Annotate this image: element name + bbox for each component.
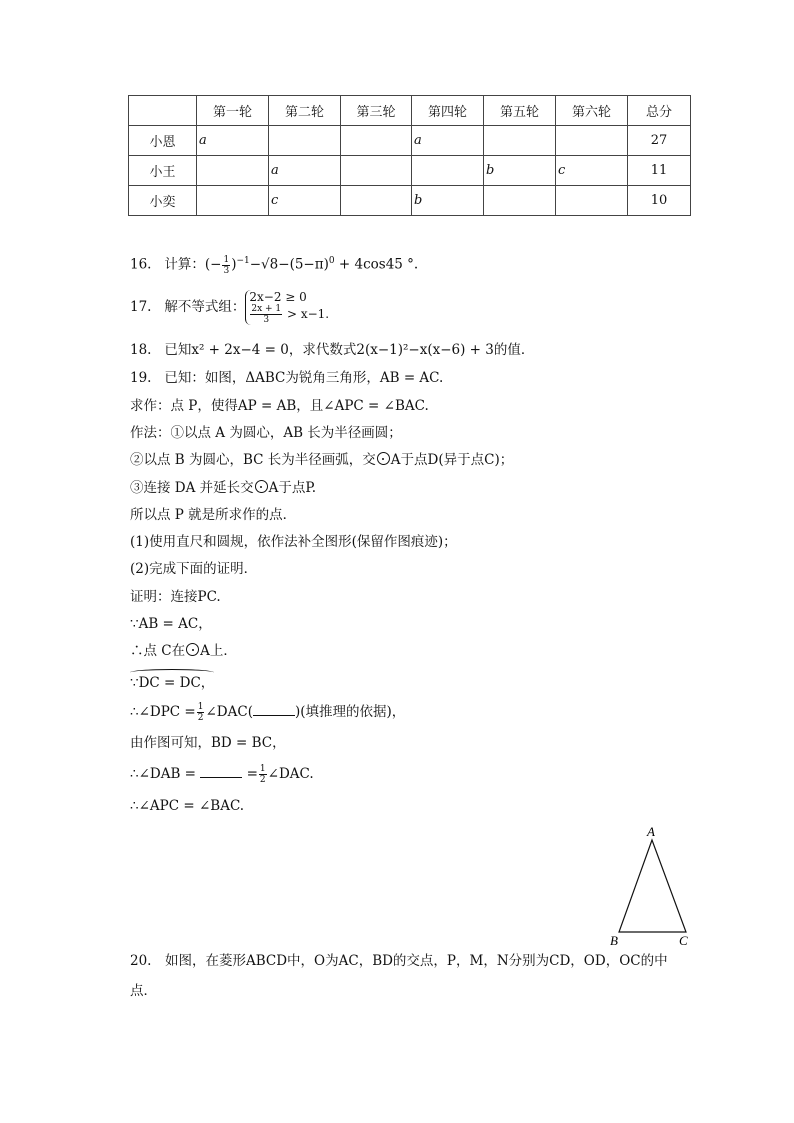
question-20-line-2: 点．: [130, 983, 157, 999]
table-header-cell: 总分: [628, 96, 691, 126]
table-header-row: [129, 96, 691, 126]
step-2-text: ②以点 B 为圆心，BC 长为半径画弧，交: [130, 452, 376, 468]
table-cell: b: [412, 186, 484, 216]
fraction: [222, 255, 230, 276]
inequality-2: > x−1.: [286, 307, 330, 321]
question-17: [130, 290, 329, 325]
step-2-tail: A于点D(异于点C)；: [390, 452, 514, 468]
table-cell: [341, 126, 412, 156]
table-cell: [556, 186, 628, 216]
table-row: [129, 186, 691, 216]
question-16: 16. 计算：(− $\frac{1}{3}$ )$^{-1}-√8-(5-\pi)^0 + 4\cos 45$ °.: [130, 254, 419, 276]
proof-4-mid: ∠DAC(: [205, 704, 253, 720]
table-header-cell: 第五轮: [484, 96, 556, 126]
table-cell: [412, 156, 484, 186]
step-3-tail: A于点P.: [268, 480, 317, 496]
question-number: 18.: [130, 342, 152, 358]
table-header-cell: 第二轮: [269, 96, 341, 126]
question-19-given: [130, 369, 443, 387]
answer-blank[interactable]: [253, 703, 295, 716]
table-cell: a: [197, 126, 269, 156]
proof-line-4: [130, 700, 405, 724]
table-cell: [341, 186, 412, 216]
question-label: 解不等式组：: [164, 299, 246, 315]
equals-sign: =: [246, 766, 258, 782]
table-cell: [197, 156, 269, 186]
table-cell: 小恩: [129, 126, 197, 156]
proof-2-tail: A上．: [200, 643, 237, 659]
table-cell: c: [269, 186, 341, 216]
proof-line-7: ∴∠APC = ∠BAC.: [130, 798, 245, 814]
given-text: 已知：如图，ΔABC为锐角三角形，AB = AC.: [164, 370, 444, 386]
question-number: 16.: [130, 256, 152, 273]
table-header-cell: 第一轮: [197, 96, 269, 126]
vertex-label-a: A: [647, 825, 655, 839]
proof-line-1: ∵AB = AC，: [130, 616, 212, 632]
score-table: [128, 95, 691, 216]
step-3-text: ③连接 DA 并延长交: [130, 480, 254, 496]
method-step-2: [130, 451, 513, 469]
table-cell: 11: [628, 156, 691, 186]
fraction-numerator: 1: [197, 702, 204, 712]
proof-line-0: 证明：连接PC.: [130, 589, 221, 605]
table-cell: 小奕: [129, 186, 197, 216]
fraction-numerator: 1: [223, 254, 230, 265]
fraction-numerator: 1: [259, 764, 266, 774]
fraction: [197, 702, 205, 723]
proof-6-text: ∴∠DAB =: [130, 766, 196, 782]
triangle-abc: [619, 840, 686, 932]
question-18: [130, 341, 534, 359]
fraction: [259, 764, 267, 785]
question-text: 已知x² + 2x−4 = 0，求代数式2(x−1)²−x(x−6) + 3的值．: [164, 342, 535, 358]
proof-2-text: ∴点 C在: [130, 643, 186, 659]
expression-tail: + 4cos45 °.: [338, 256, 419, 273]
table-cell: c: [556, 156, 628, 186]
table-cell: 小王: [129, 156, 197, 186]
table-cell: 10: [628, 186, 691, 216]
fraction-denominator: 2: [259, 775, 266, 785]
method-step-1: 作法：①以点 A 为圆心，AB 长为半径画圆；: [130, 425, 402, 441]
table-header-cell: 第六轮: [556, 96, 628, 126]
table-header-cell: 第三轮: [341, 96, 412, 126]
question-number: 19.: [130, 370, 152, 386]
arc-equality: ∵DC = DC，: [130, 671, 214, 692]
answer-blank[interactable]: [200, 765, 242, 778]
circle-dot-icon: [377, 452, 390, 465]
proof-line-3: [130, 671, 214, 692]
table-header-cell: [129, 96, 197, 126]
fraction-denominator: 3: [223, 265, 230, 276]
table-cell: a: [412, 126, 484, 156]
table-cell: [341, 156, 412, 186]
fraction-denominator: 3: [263, 315, 270, 325]
table-cell: [556, 126, 628, 156]
triangle-figure: [605, 825, 705, 950]
circle-dot-icon: [186, 643, 199, 656]
proof-line-6: [130, 762, 314, 786]
table-row: [129, 126, 691, 156]
table-row: [129, 156, 691, 186]
question-20-line-1: 20. 如图，在菱形ABCD中，O为AC，BD的交点，P，M，N分别为CD，OD，OC的中: [130, 953, 668, 969]
table-cell: [197, 186, 269, 216]
inequality-1: 2x−2 ≥ 0: [249, 290, 307, 304]
fraction: [250, 304, 282, 325]
part-2-text: (2)完成下面的证明．: [130, 561, 258, 577]
table-cell: [484, 186, 556, 216]
task-text: 求作：点 P，使得AP = AB，且∠APC = ∠BAC.: [130, 398, 429, 414]
table-cell: b: [484, 156, 556, 186]
table-cell: a: [269, 156, 341, 186]
vertex-label-c: C: [679, 933, 688, 948]
proof-4-tail: )(填推理的依据)，: [294, 704, 406, 720]
question-label: 计算：: [164, 256, 205, 273]
proof-6-tail: ∠DAC.: [267, 766, 314, 782]
part-1-text: (1)使用直尺和圆规，依作法补全图形(保留作图痕迹)；: [130, 534, 457, 550]
fraction-denominator: 2: [197, 713, 204, 723]
table-header-cell: 第四轮: [412, 96, 484, 126]
table-cell: [269, 126, 341, 156]
circle-dot-icon: [255, 480, 268, 493]
question-number: 17.: [130, 299, 152, 315]
proof-line-2: [130, 642, 237, 660]
proof-4-text: ∴∠DPC =: [130, 704, 196, 720]
table-cell: 27: [628, 126, 691, 156]
method-step-3: [130, 479, 316, 497]
proof-5-text: 由作图可知，BD = BC，: [130, 735, 286, 751]
conclusion-text: 所以点 P 就是所求作的点．: [130, 507, 297, 523]
inequality-system: [245, 290, 329, 325]
table-cell: [484, 126, 556, 156]
proof-line-5: [130, 734, 286, 752]
fraction-numerator: 2x + 1: [251, 304, 282, 314]
expression: −√8−(5−π): [249, 256, 329, 273]
vertex-label-b: B: [610, 933, 618, 948]
